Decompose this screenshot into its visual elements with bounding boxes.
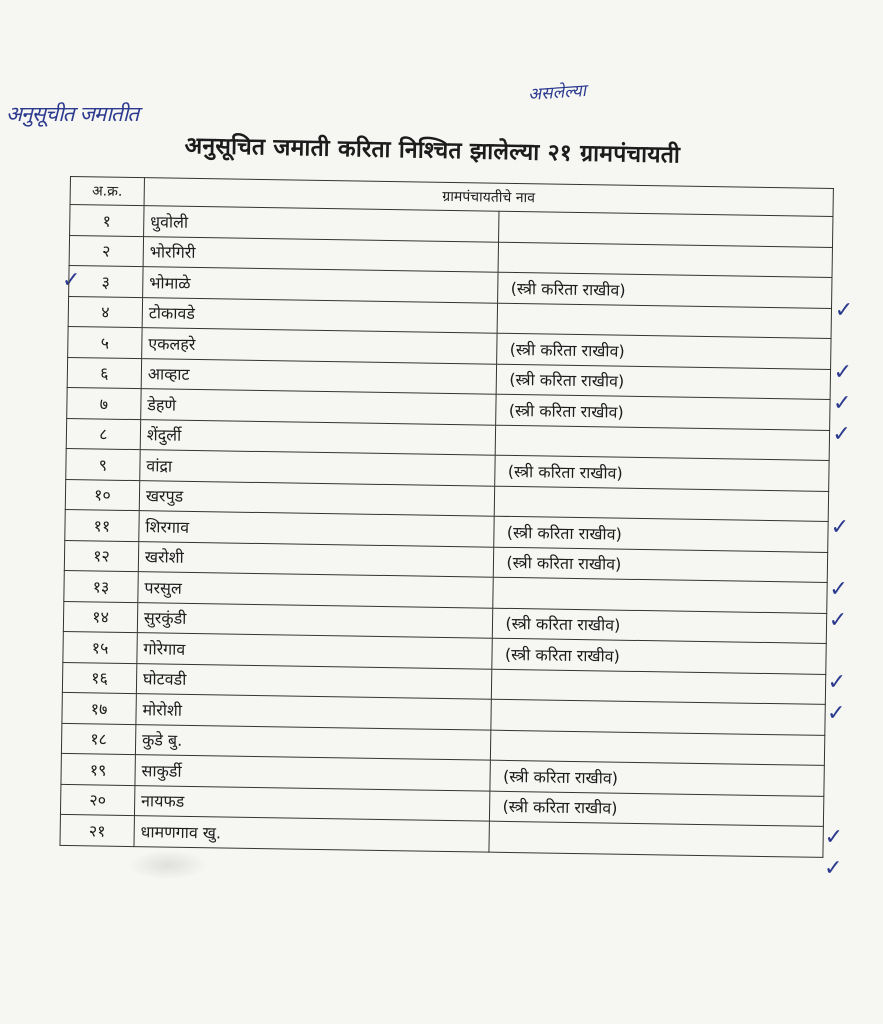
row-name: शिरगाव	[139, 511, 495, 547]
row-name: आव्हाट	[141, 358, 497, 394]
row-serial: ४	[68, 296, 142, 328]
gram-panchayat-table-container	[59, 176, 833, 857]
row-serial: ३	[69, 265, 143, 297]
row-remark: (स्त्री करिता राखीव)	[494, 516, 828, 552]
row-name: धुवोली	[144, 206, 500, 242]
header-name: ग्रामपंचायतीचे नाव	[144, 178, 833, 217]
row-name: नायफड	[134, 785, 490, 821]
row-serial: १७	[62, 692, 136, 724]
checkmark-icon: ✓	[827, 669, 847, 695]
row-name: भोमाळे	[143, 267, 499, 303]
table-body	[60, 205, 833, 857]
row-name: वांद्रा	[140, 450, 496, 486]
row-name: एकलहरे	[142, 328, 498, 364]
row-serial: २	[69, 235, 143, 267]
row-serial: १२	[64, 540, 138, 572]
row-remark	[489, 821, 823, 857]
row-remark: (स्त्री करिता राखीव)	[496, 394, 830, 430]
row-serial: १८	[61, 723, 135, 755]
scan-smudge	[128, 850, 208, 880]
row-remark: (स्त्री करिता राखीव)	[498, 272, 832, 308]
row-serial: १९	[61, 753, 135, 785]
row-name: मोरोशी	[136, 694, 492, 730]
row-name: साकुर्डी	[135, 755, 491, 791]
row-serial: १६	[62, 662, 136, 694]
row-remark: (स्त्री करिता राखीव)	[490, 791, 824, 827]
checkmark-icon: ✓	[828, 607, 848, 633]
row-serial: ६	[67, 357, 141, 389]
row-serial: ११	[65, 509, 139, 541]
checkmark-icon: ✓	[833, 360, 853, 386]
checkmark-icon: ✓	[834, 298, 854, 324]
row-name: कुडे बु.	[135, 724, 491, 760]
row-serial: १३	[64, 570, 138, 602]
checkmark-icon: ✓	[827, 700, 846, 726]
checkmark-icon: ✓	[833, 391, 852, 417]
row-serial: ५	[68, 326, 142, 358]
row-name: खरपुड	[139, 480, 495, 516]
gram-panchayat-table	[59, 176, 833, 857]
row-serial: २१	[60, 814, 134, 846]
row-name: गोरेगाव	[137, 633, 493, 669]
header-serial: अ.क्र.	[70, 177, 144, 206]
handwritten-note-left: अनुसूचीत जमातीत	[6, 102, 139, 126]
row-name: भोरगिरी	[143, 236, 499, 272]
row-name: परसुल	[138, 572, 494, 608]
row-name: टोकावडे	[142, 297, 498, 333]
handwritten-note-top: असलेल्या	[527, 80, 587, 105]
row-remark: (स्त्री करिता राखीव)	[493, 608, 827, 644]
row-remark: (स्त्री करिता राखीव)	[492, 638, 826, 674]
row-name: डेहणे	[141, 389, 497, 425]
checkmark-icon: ✓	[824, 855, 843, 881]
row-serial: ८	[66, 418, 140, 450]
checkmark-icon: ✓	[832, 422, 851, 448]
row-serial: १०	[65, 479, 139, 511]
row-name: धामणगाव खु.	[134, 816, 490, 852]
document-title: अनुसूचित जमाती करिता निश्चित झालेल्या २१ ग्रामपंचायती	[184, 132, 681, 169]
row-serial: २०	[60, 784, 134, 816]
row-serial: ७	[67, 387, 141, 419]
checkmark-icon: ✓	[829, 576, 848, 602]
row-serial: ९	[66, 448, 140, 480]
row-serial: १	[70, 205, 144, 237]
row-serial: १४	[63, 601, 137, 633]
row-remark: (स्त्री करिता राखीव)	[490, 760, 824, 796]
row-remark: (स्त्री करिता राखीव)	[497, 364, 831, 400]
checkmark-icon: ✓	[830, 515, 850, 541]
row-name: शेंदुर्ली	[140, 419, 496, 455]
checkmark-icon: ✓	[824, 824, 844, 850]
checkmark-icon: ✓	[62, 268, 81, 293]
row-remark: (स्त्री करिता राखीव)	[497, 333, 831, 369]
row-remark: (स्त्री करिता राखीव)	[495, 455, 829, 491]
row-name: घोटवडी	[136, 663, 492, 699]
row-name: सुरकुंडी	[137, 602, 493, 638]
row-remark: (स्त्री करिता राखीव)	[494, 547, 828, 583]
row-name: खरोशी	[138, 541, 494, 577]
row-serial: १५	[63, 631, 137, 663]
